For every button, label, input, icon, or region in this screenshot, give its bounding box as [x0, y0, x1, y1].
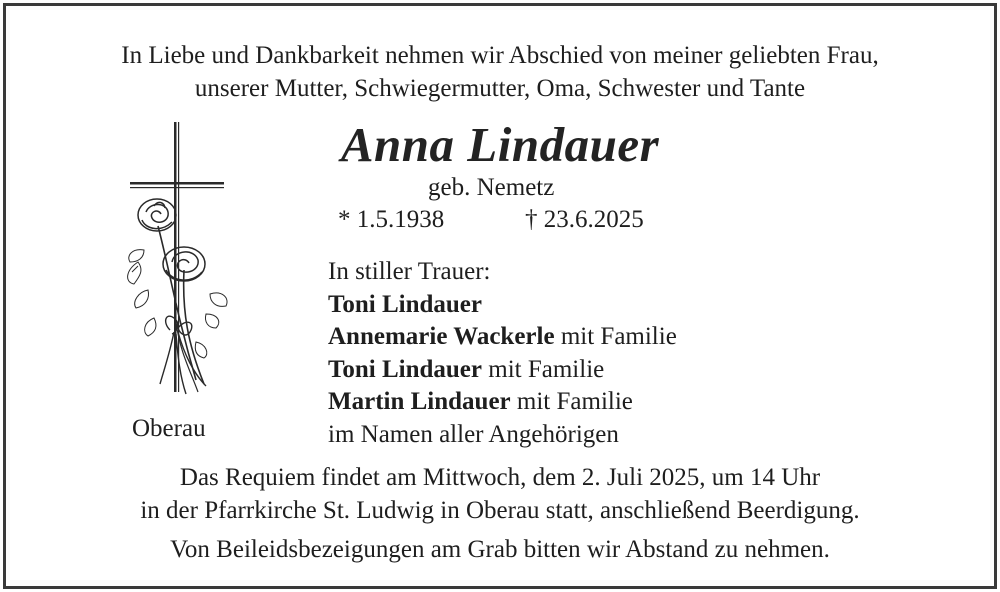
death-date: † 23.6.2025 [525, 206, 644, 233]
mourner-entry [328, 354, 677, 387]
mourner-name: Toni Lindauer [328, 355, 483, 383]
cross-with-roses-icon [118, 122, 238, 406]
mourner-suffix: mit Familie [554, 323, 677, 350]
place-name: Oberau [132, 415, 206, 442]
mourner-name: Toni Lindauer [328, 290, 483, 318]
mourner-entry [328, 321, 677, 354]
mourner-name: Annemarie Wackerle [328, 323, 555, 350]
footer-line-2: in der Pfarrkirche St. Ludwig in Oberau statt, anschließend Beerdigung. [140, 497, 860, 524]
mourners-heading: In stiller Trauer: [328, 258, 491, 285]
birth-date: * 1.5.1938 [338, 206, 445, 233]
born-name: geb. Nemetz [428, 174, 555, 201]
intro-line-2: unserer Mutter, Schwiegermutter, Oma, Schwester und Tante [194, 75, 806, 102]
footer-line-3: Von Beileidsbezeigungen am Grab bitten wir Abstand zu nehmen. [170, 536, 830, 563]
mourner-suffix: mit Familie [510, 388, 633, 415]
footer-line-1: Das Requiem findet am Mittwoch, dem 2. Juli 2025, um 14 Uhr [179, 464, 821, 491]
mourner-suffix: mit Familie [482, 355, 605, 383]
deceased-name: Anna Lindauer [340, 117, 660, 172]
intro-line-1: In Liebe und Dankbarkeit nehmen wir Abschied von meiner geliebten Frau, [121, 42, 879, 69]
mourner-entry [328, 386, 677, 419]
mourners-block [328, 256, 677, 451]
mourners-closing: im Namen aller Angehörigen [328, 420, 619, 448]
mourner-name: Martin Lindauer [328, 388, 511, 415]
mourner-entry [328, 289, 677, 322]
